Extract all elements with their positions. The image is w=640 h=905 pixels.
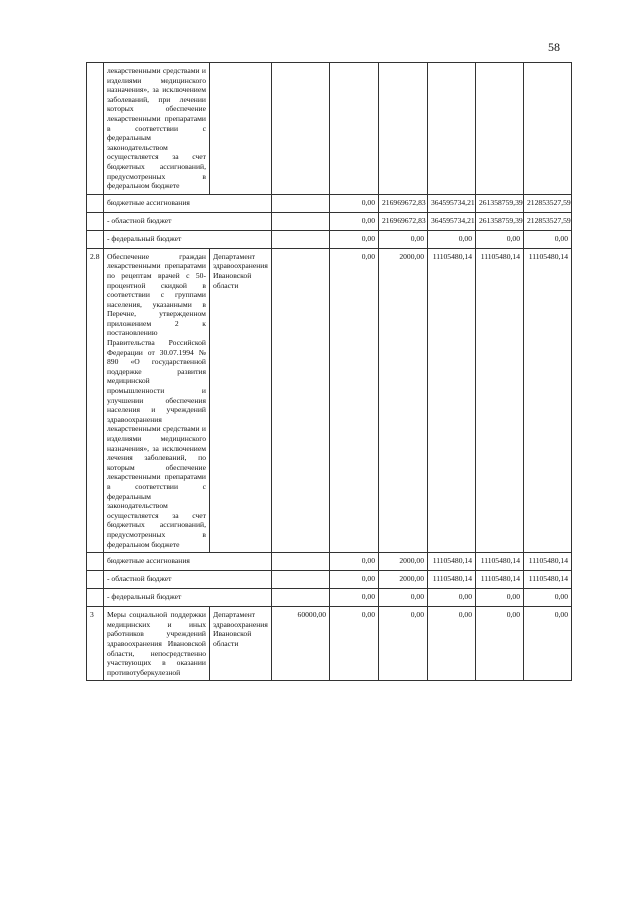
value-cell: 0,00 [428, 589, 476, 607]
budget-label: бюджетные ассигнования [104, 553, 272, 571]
value-cell: 11105480,14 [428, 553, 476, 571]
item-row [87, 607, 572, 681]
value-cell: 0,00 [330, 607, 379, 681]
value-cell: 11105480,14 [476, 571, 524, 589]
item-description: лекарственными средствами и изделиями медицинского назначения», за исключением заболеваний, при лечении которых обеспечение лекарственными препаратами в соответствии с федеральным законодательством осуществляется за счет бюджетных ассигнований, предусмотренных в федеральном бюджете [104, 63, 210, 195]
value-cell: 11105480,14 [476, 553, 524, 571]
value-cell [330, 63, 379, 195]
budget-row [87, 589, 572, 607]
value-cell [476, 63, 524, 195]
value-cell [272, 589, 330, 607]
value-cell: 2000,00 [379, 553, 428, 571]
budget-label: - областной бюджет [104, 212, 272, 230]
value-cell [272, 553, 330, 571]
value-cell: 0,00 [476, 589, 524, 607]
value-cell: 0,00 [428, 230, 476, 248]
value-cell: 0,00 [379, 230, 428, 248]
value-cell: 0,00 [330, 194, 379, 212]
item-description: Обеспечение граждан лекарственными препаратами по рецептам врачей с 50-процентной скидкой в соответствии с группами населения, указанными в Перечне, утвержденном приложением 2 к постановлению Правительства Российской Федерации от 30.07.1994 № 890 «О государственной поддержке развития медицинской промышленности и улучшении обеспечения населения и учреждений здравоохранения лекарственными средствами и изделиями медицинского назначения», за исключением лечения заболеваний, по которым обеспечение лекарственными препаратами в соответствии с федеральным законодательством осуществляется за счет бюджетных ассигнований, предусмотренных в федеральном бюджете [104, 248, 210, 552]
item-executor: Департамент здравоохранения Ивановской области [210, 607, 272, 681]
value-cell: 2000,00 [379, 248, 428, 552]
item-executor: Департамент здравоохранения Ивановской области [210, 248, 272, 552]
value-cell [272, 571, 330, 589]
value-cell: 2000,00 [379, 571, 428, 589]
value-cell: 0,00 [330, 248, 379, 552]
value-cell [272, 248, 330, 552]
budget-row [87, 194, 572, 212]
value-cell [428, 63, 476, 195]
value-cell: 0,00 [330, 230, 379, 248]
budget-table [86, 62, 572, 681]
empty-cell [87, 230, 104, 248]
value-cell: 11105480,14 [428, 571, 476, 589]
value-cell: 212853527,59 [524, 194, 572, 212]
value-cell: 216969672,83 [379, 212, 428, 230]
item-row [87, 248, 572, 552]
item-index: 2.8 [87, 248, 104, 552]
value-cell: 60000,00 [272, 607, 330, 681]
value-cell: 0,00 [330, 553, 379, 571]
empty-cell [87, 212, 104, 230]
budget-row [87, 553, 572, 571]
empty-cell [87, 589, 104, 607]
value-cell: 0,00 [524, 607, 572, 681]
value-cell: 216969672,83 [379, 194, 428, 212]
value-cell: 11105480,14 [524, 553, 572, 571]
value-cell: 261358759,39 [476, 194, 524, 212]
value-cell: 11105480,14 [524, 571, 572, 589]
value-cell: 0,00 [330, 589, 379, 607]
budget-row [87, 571, 572, 589]
value-cell: 261358759,39 [476, 212, 524, 230]
value-cell: 0,00 [524, 589, 572, 607]
value-cell: 0,00 [476, 230, 524, 248]
value-cell: 11105480,14 [428, 248, 476, 552]
empty-cell [87, 571, 104, 589]
value-cell: 0,00 [330, 212, 379, 230]
value-cell [272, 212, 330, 230]
item-row [87, 63, 572, 195]
value-cell: 11105480,14 [476, 248, 524, 552]
value-cell: 0,00 [330, 571, 379, 589]
budget-label: бюджетные ассигнования [104, 194, 272, 212]
page-number: 58 [548, 40, 560, 54]
value-cell: 364595734,21 [428, 194, 476, 212]
value-cell: 212853527,59 [524, 212, 572, 230]
budget-label: - областной бюджет [104, 571, 272, 589]
value-cell: 0,00 [524, 230, 572, 248]
table-body [87, 63, 572, 681]
value-cell [272, 194, 330, 212]
value-cell: 364595734,21 [428, 212, 476, 230]
value-cell [272, 63, 330, 195]
budget-row [87, 230, 572, 248]
item-description: Меры социальной поддержки медицинских и иных работников учреждений здравоохранения Ивановской области, непосредственно участвующих в оказании противотуберкулезной [104, 607, 210, 681]
item-index: 3 [87, 607, 104, 681]
budget-label: - федеральный бюджет [104, 230, 272, 248]
value-cell: 0,00 [379, 607, 428, 681]
empty-cell [87, 194, 104, 212]
budget-row [87, 212, 572, 230]
value-cell [524, 63, 572, 195]
value-cell: 0,00 [428, 607, 476, 681]
budget-label: - федеральный бюджет [104, 589, 272, 607]
value-cell: 0,00 [379, 589, 428, 607]
value-cell: 0,00 [476, 607, 524, 681]
empty-cell [87, 553, 104, 571]
value-cell [272, 230, 330, 248]
item-index [87, 63, 104, 195]
item-executor [210, 63, 272, 195]
value-cell [379, 63, 428, 195]
value-cell: 11105480,14 [524, 248, 572, 552]
